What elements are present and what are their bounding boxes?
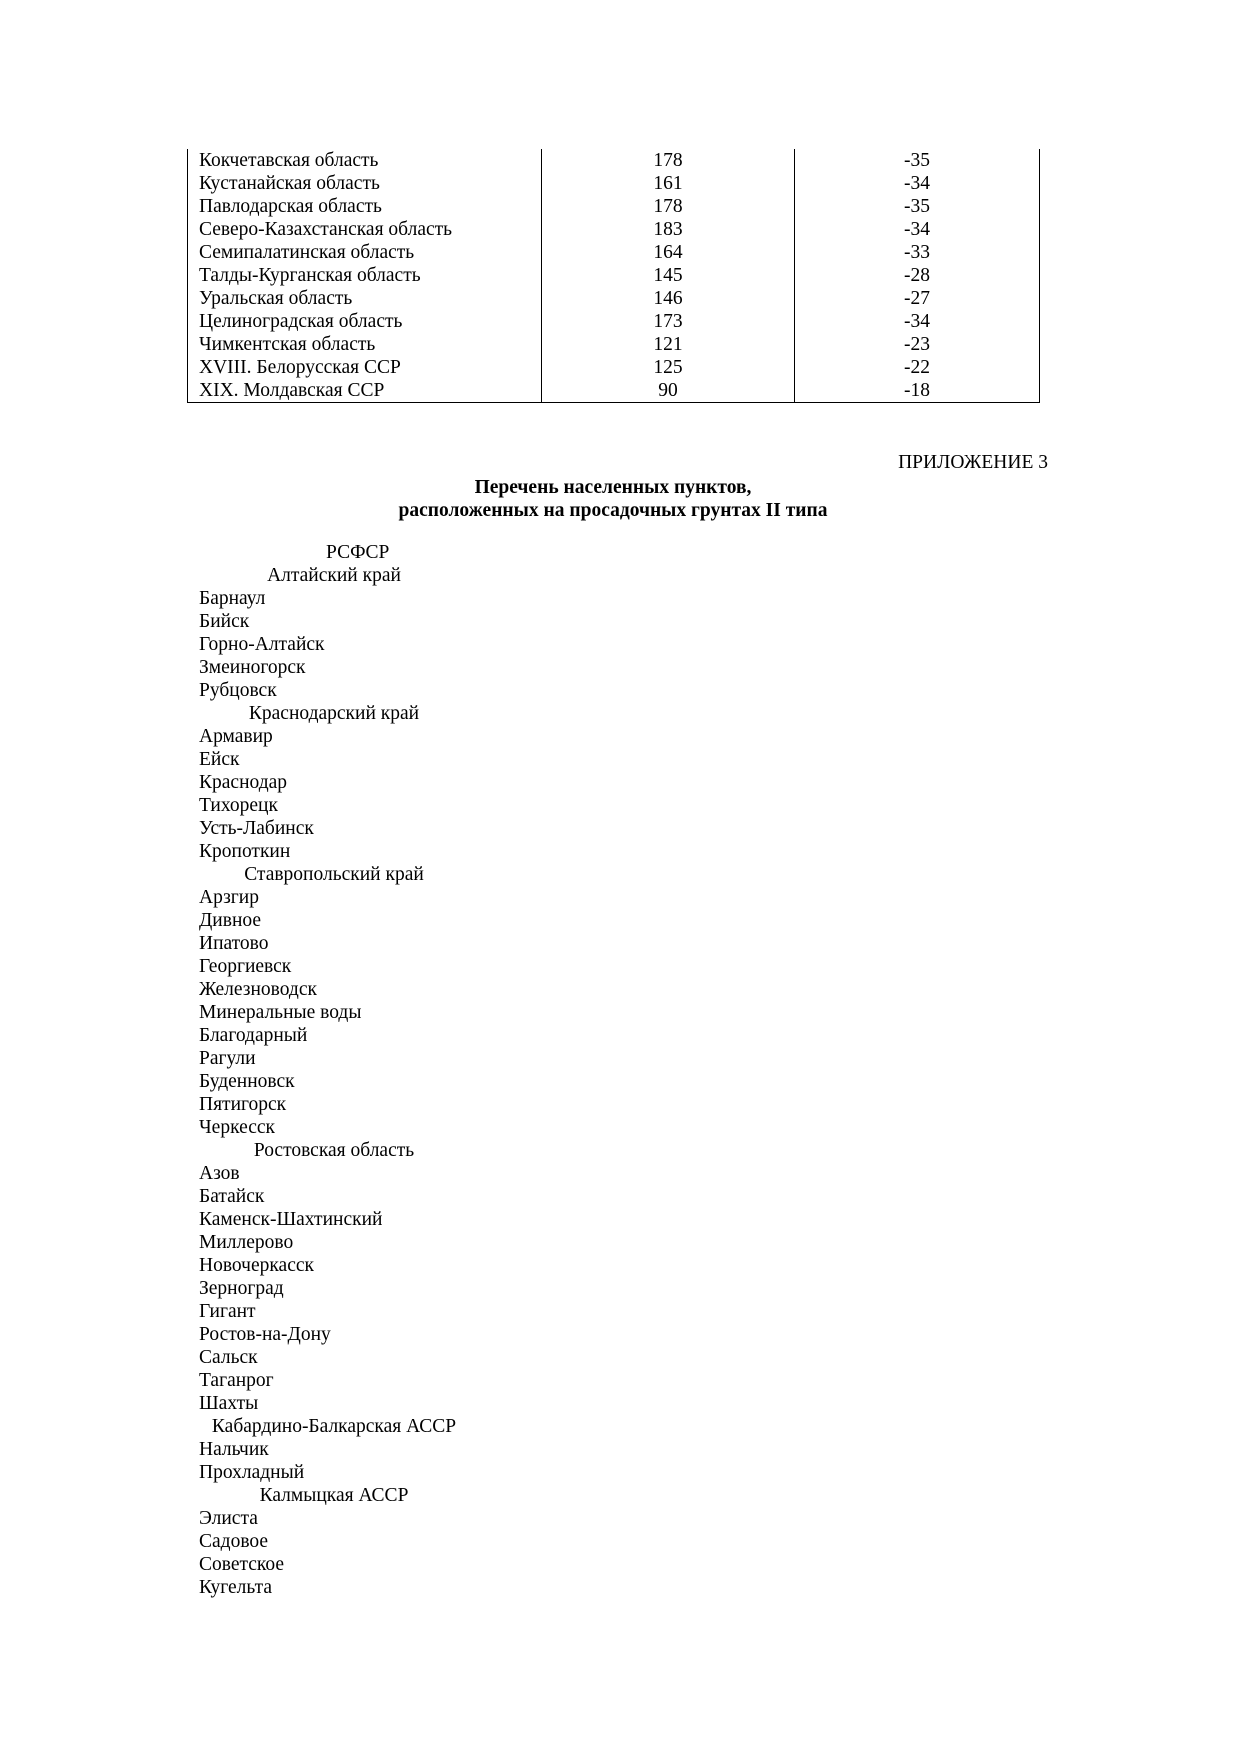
settlement-item: Таганрог (199, 1370, 274, 1391)
republic-heading: РСФСР (326, 542, 390, 563)
settlement-item: Кропоткин (199, 841, 291, 862)
table-row (188, 241, 1040, 264)
region-name-cell: Кокчетавская область (188, 149, 542, 172)
table-body (188, 149, 1040, 403)
region-heading: Кабардино-Балкарская АССР (211, 1416, 457, 1437)
value-2-cell: -35 (795, 149, 1040, 172)
settlement-item: Рагули (199, 1048, 256, 1069)
settlement-item: Черкесск (199, 1117, 275, 1138)
table-row (188, 379, 1040, 403)
appendix-title-line-1: Перечень населенных пунктов, (474, 477, 752, 498)
settlement-list (199, 541, 469, 1599)
settlement-item: Сальск (199, 1347, 258, 1368)
value-1-cell: 183 (542, 218, 795, 241)
settlement-item: Георгиевск (199, 956, 292, 977)
value-1-cell: 161 (542, 172, 795, 195)
region-heading: Краснодарский край (248, 703, 420, 724)
value-1-cell: 125 (542, 356, 795, 379)
table-row (188, 333, 1040, 356)
settlement-item: Рубцовск (199, 680, 277, 701)
value-2-cell: -34 (795, 172, 1040, 195)
settlement-item: Дивное (199, 910, 262, 931)
table-row (188, 264, 1040, 287)
settlement-item: Бийск (199, 611, 250, 632)
settlement-item: Змеиногорск (199, 657, 306, 678)
region-heading: Калмыцкая АССР (259, 1485, 409, 1506)
settlement-item: Каменск-Шахтинский (199, 1209, 383, 1230)
region-name-cell: Кустанайская область (188, 172, 542, 195)
region-name-cell: Павлодарская область (188, 195, 542, 218)
region-name-cell: Семипалатинская область (188, 241, 542, 264)
settlement-item: Минеральные воды (199, 1002, 362, 1023)
value-1-cell: 145 (542, 264, 795, 287)
table-row (188, 310, 1040, 333)
appendix-title-line-2: расположенных на просадочных грунтах II типа (398, 500, 828, 521)
region-name-cell: Чимкентская область (188, 333, 542, 356)
value-1-cell: 146 (542, 287, 795, 310)
settlement-item: Барнаул (199, 588, 266, 609)
settlement-item: Ейск (199, 749, 240, 770)
settlement-item: Усть-Лабинск (199, 818, 314, 839)
settlement-item: Ипатово (199, 933, 269, 954)
settlement-item: Арзгир (199, 887, 259, 908)
settlement-item: Шахты (199, 1393, 259, 1414)
settlement-item: Армавир (199, 726, 273, 747)
value-1-cell: 178 (542, 195, 795, 218)
region-name-cell: Целиноградская область (188, 310, 542, 333)
value-2-cell: -23 (795, 333, 1040, 356)
settlement-item: Ростов-на-Дону (199, 1324, 331, 1345)
value-2-cell: -33 (795, 241, 1040, 264)
settlement-item: Гигант (199, 1301, 256, 1322)
settlement-item: Железноводск (199, 979, 317, 1000)
region-heading: Алтайский край (267, 565, 401, 586)
settlement-item: Новочеркасск (199, 1255, 314, 1276)
value-2-cell: -22 (795, 356, 1040, 379)
appendix-title (187, 476, 1039, 522)
region-heading: Ростовская область (253, 1140, 415, 1161)
settlement-item: Садовое (199, 1531, 269, 1552)
settlement-item: Пятигорск (199, 1094, 287, 1115)
settlement-item: Нальчик (199, 1439, 269, 1460)
value-2-cell: -28 (795, 264, 1040, 287)
region-name-cell: XVIII. Белорусская ССР (188, 356, 542, 379)
value-1-cell: 90 (542, 379, 795, 403)
table-row (188, 195, 1040, 218)
settlement-item: Батайск (199, 1186, 265, 1207)
settlement-item: Элиста (199, 1508, 258, 1529)
value-2-cell: -34 (795, 218, 1040, 241)
settlement-item: Горно-Алтайск (199, 634, 325, 655)
region-name-cell: Уральская область (188, 287, 542, 310)
value-1-cell: 121 (542, 333, 795, 356)
region-name-cell: Северо-Казахстанская область (188, 218, 542, 241)
region-name-cell: Талды-Курганская область (188, 264, 542, 287)
value-2-cell: -27 (795, 287, 1040, 310)
value-1-cell: 178 (542, 149, 795, 172)
table-row (188, 218, 1040, 241)
settlement-item: Кугельта (199, 1577, 272, 1598)
table-row (188, 356, 1040, 379)
table-row (188, 149, 1040, 172)
appendix-label: ПРИЛОЖЕНИЕ 3 (898, 452, 1048, 473)
settlement-item: Советское (199, 1554, 285, 1575)
value-2-cell: -34 (795, 310, 1040, 333)
settlement-item: Азов (199, 1163, 240, 1184)
settlement-item: Миллерово (199, 1232, 294, 1253)
region-name-cell: XIX. Молдавская ССР (188, 379, 542, 403)
value-1-cell: 164 (542, 241, 795, 264)
settlement-item: Буденновск (199, 1071, 295, 1092)
settlement-item: Прохладный (199, 1462, 305, 1483)
settlement-item: Тихорецк (199, 795, 278, 816)
value-2-cell: -18 (795, 379, 1040, 403)
value-2-cell: -35 (795, 195, 1040, 218)
settlement-item: Зерноград (199, 1278, 284, 1299)
region-heading: Ставропольский край (244, 864, 424, 885)
settlement-item: Благодарный (199, 1025, 308, 1046)
settlement-item: Краснодар (199, 772, 288, 793)
table-row (188, 172, 1040, 195)
value-1-cell: 173 (542, 310, 795, 333)
climate-data-table (187, 149, 1040, 403)
table-row (188, 287, 1040, 310)
